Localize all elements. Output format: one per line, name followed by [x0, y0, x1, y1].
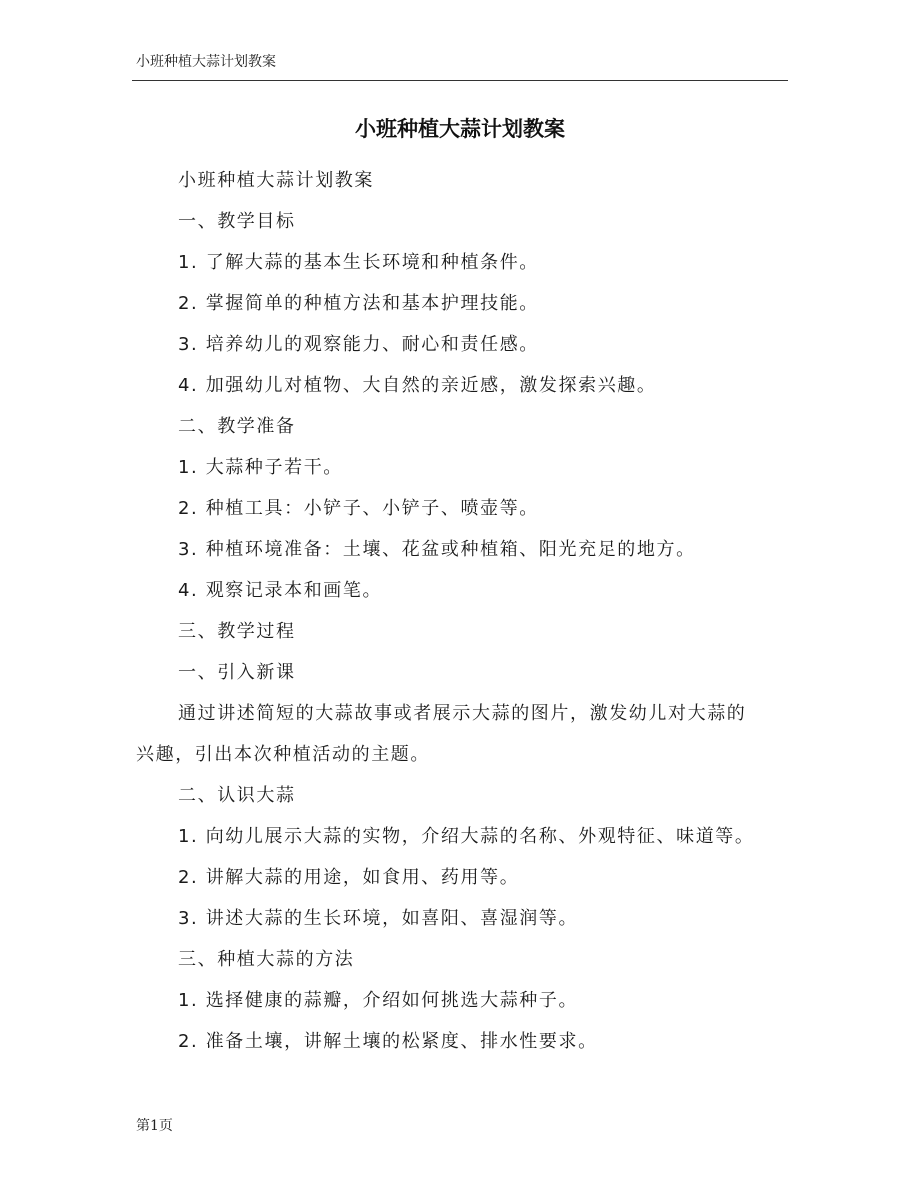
document-title: 小班种植大蒜计划教案 — [355, 117, 565, 141]
list-item: 3. 种植环境准备：土壤、花盆或种植箱、阳光充足的地方。 — [178, 539, 696, 560]
running-header: 小班种植大蒜计划教案 — [136, 54, 276, 70]
list-item: 1. 选择健康的蒜瓣，介绍如何挑选大蒜种子。 — [178, 990, 579, 1011]
page-number: 第1页 — [136, 1118, 173, 1134]
subsection-heading: 二、认识大蒜 — [178, 785, 296, 806]
list-item: 2. 准备土壤，讲解土壤的松紧度、排水性要求。 — [178, 1031, 598, 1052]
list-item: 4. 加强幼儿对植物、大自然的亲近感，激发探索兴趣。 — [178, 375, 657, 396]
subsection-heading: 三、种植大蒜的方法 — [178, 949, 355, 970]
list-item: 2. 掌握简单的种植方法和基本护理技能。 — [178, 293, 539, 314]
list-item: 1. 大蒜种子若干。 — [178, 457, 343, 478]
list-item: 1. 了解大蒜的基本生长环境和种植条件。 — [178, 252, 539, 273]
document-body — [136, 160, 792, 1062]
list-item: 1. 向幼儿展示大蒜的实物，介绍大蒜的名称、外观特征、味道等。 — [178, 826, 755, 847]
list-item: 2. 讲解大蒜的用途，如食用、药用等。 — [178, 867, 520, 888]
header-divider — [132, 80, 788, 81]
paragraph-line: 小班种植大蒜计划教案 — [178, 170, 374, 191]
section-heading: 一、教学目标 — [178, 211, 296, 232]
paragraph-line-continued: 兴趣，引出本次种植活动的主题。 — [136, 744, 430, 765]
list-item: 3. 培养幼儿的观察能力、耐心和责任感。 — [178, 334, 539, 355]
section-heading: 三、教学过程 — [178, 621, 296, 642]
subsection-heading: 一、引入新课 — [178, 662, 296, 683]
section-heading: 二、教学准备 — [178, 416, 296, 437]
list-item: 2. 种植工具：小铲子、小铲子、喷壶等。 — [178, 498, 539, 519]
paragraph-line: 通过讲述简短的大蒜故事或者展示大蒜的图片，激发幼儿对大蒜的 — [178, 703, 747, 724]
list-item: 4. 观察记录本和画笔。 — [178, 580, 383, 601]
list-item: 3. 讲述大蒜的生长环境，如喜阳、喜湿润等。 — [178, 908, 579, 929]
